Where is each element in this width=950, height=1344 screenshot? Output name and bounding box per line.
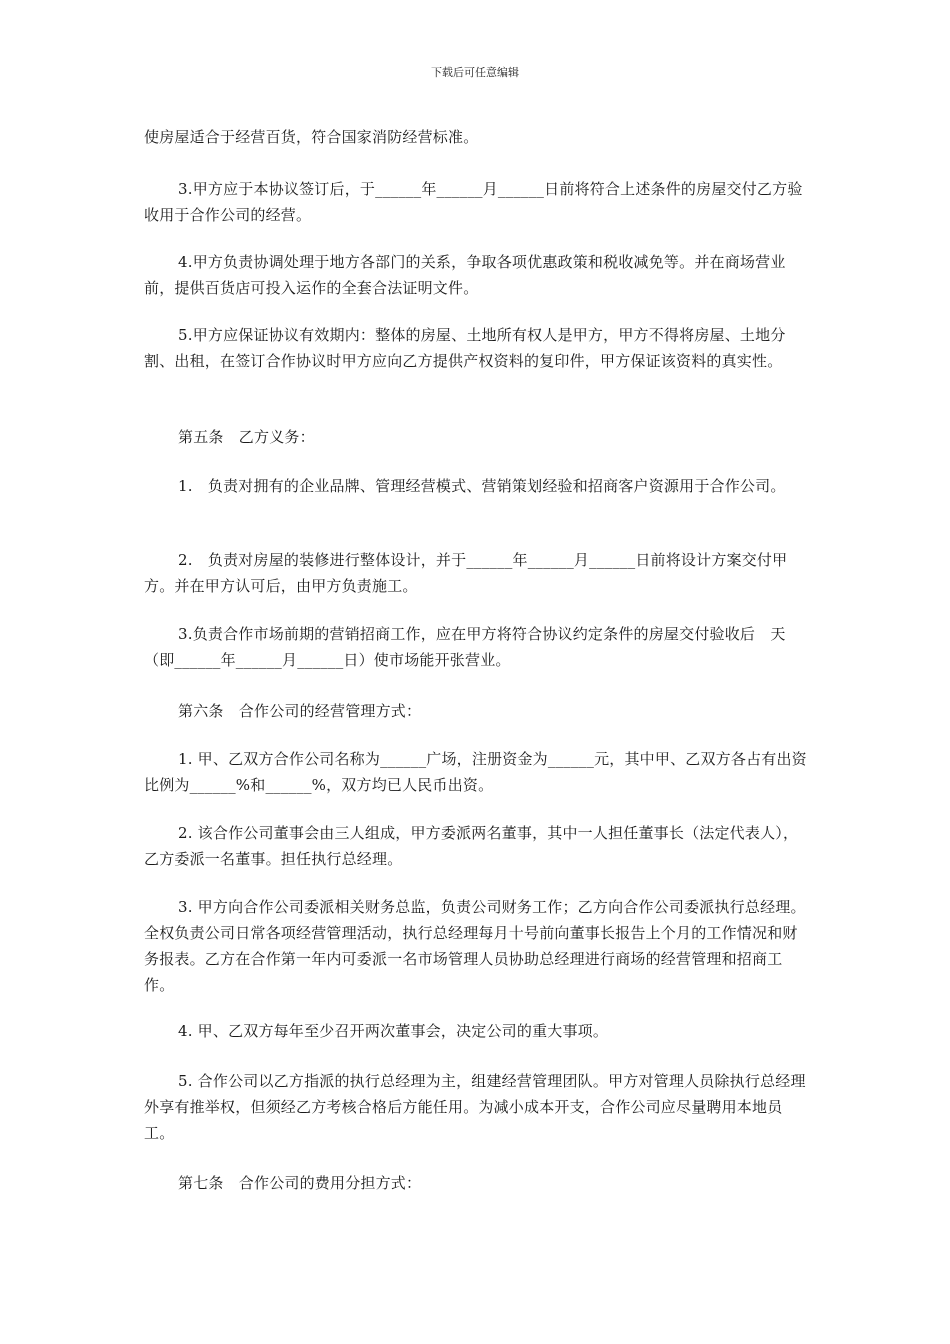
paragraph-11: 2. 该合作公司董事会由三人组成，甲方委派两名董事，其中一人担任董事长（法定代表人），乙方委派一名董事。担任执行总经理。 xyxy=(144,824,799,868)
section-heading-5: 第五条 乙方义务： xyxy=(178,428,315,446)
paragraph-10: 1. 甲、乙双方合作公司名称为______广场，注册资金为______元，其中甲、乙双方各占有出资比例为______%和______%，双方均已人民币出资。 xyxy=(144,750,807,794)
section-heading-7: 第七条 合作公司的费用分担方式： xyxy=(178,1174,422,1192)
paragraph-14: 5. 合作公司以乙方指派的执行总经理为主，组建经营管理团队。甲方对管理人员除执行总经理外享有推举权，但须经乙方考核合格后方能任用。为减小成本开支，合作公司应尽量聘用本地员工。 xyxy=(144,1072,806,1142)
paragraph-7: 2. 负责对房屋的装修进行整体设计，并于______年______月______日前将设计方案交付甲方。并在甲方认可后，由甲方负责施工。 xyxy=(144,551,788,595)
paragraph-6: 1. 负责对拥有的企业品牌、管理经营模式、营销策划经验和招商客户资源用于合作公司。 xyxy=(178,477,786,495)
paragraph-4: 5.甲方应保证协议有效期内：整体的房屋、土地所有权人是甲方，甲方不得将房屋、土地分割、出租，在签订合作协议时甲方应向乙方提供产权资料的复印件，甲方保证该资料的真实性。 xyxy=(144,326,786,370)
paragraph-3: 4.甲方负责协调处理于地方各部门的关系，争取各项优惠政策和税收减免等。并在商场营业前，提供百货店可投入运作的全套合法证明文件。 xyxy=(144,253,786,297)
paragraph-12: 3. 甲方向合作公司委派相关财务总监，负责公司财务工作；乙方向合作公司委派执行总经理。全权负责公司日常各项经营管理活动，执行总经理每月十号前向董事长报告上个月的工作情况和财务报表。乙方在合作第一年内可委派一名市场管理人员协助总经理进行商场的经营管理和招商工作。 xyxy=(144,898,806,994)
paragraph-2: 3.甲方应于本协议签订后，于______年______月______日前将符合上述条件的房屋交付乙方验收用于合作公司的经营。 xyxy=(144,180,803,224)
paragraph-8: 3.负责合作市场前期的营销招商工作，应在甲方将符合协议约定条件的房屋交付验收后 天（即______年______月______日）使市场能开张营业。 xyxy=(144,625,786,669)
page-header: 下载后可任意编辑 xyxy=(431,66,519,79)
section-heading-6: 第六条 合作公司的经营管理方式： xyxy=(178,702,422,720)
paragraph-13: 4. 甲、乙双方每年至少召开两次董事会，决定公司的重大事项。 xyxy=(178,1022,609,1040)
paragraph-1: 使房屋适合于经营百货，符合国家消防经营标准。 xyxy=(144,128,479,146)
